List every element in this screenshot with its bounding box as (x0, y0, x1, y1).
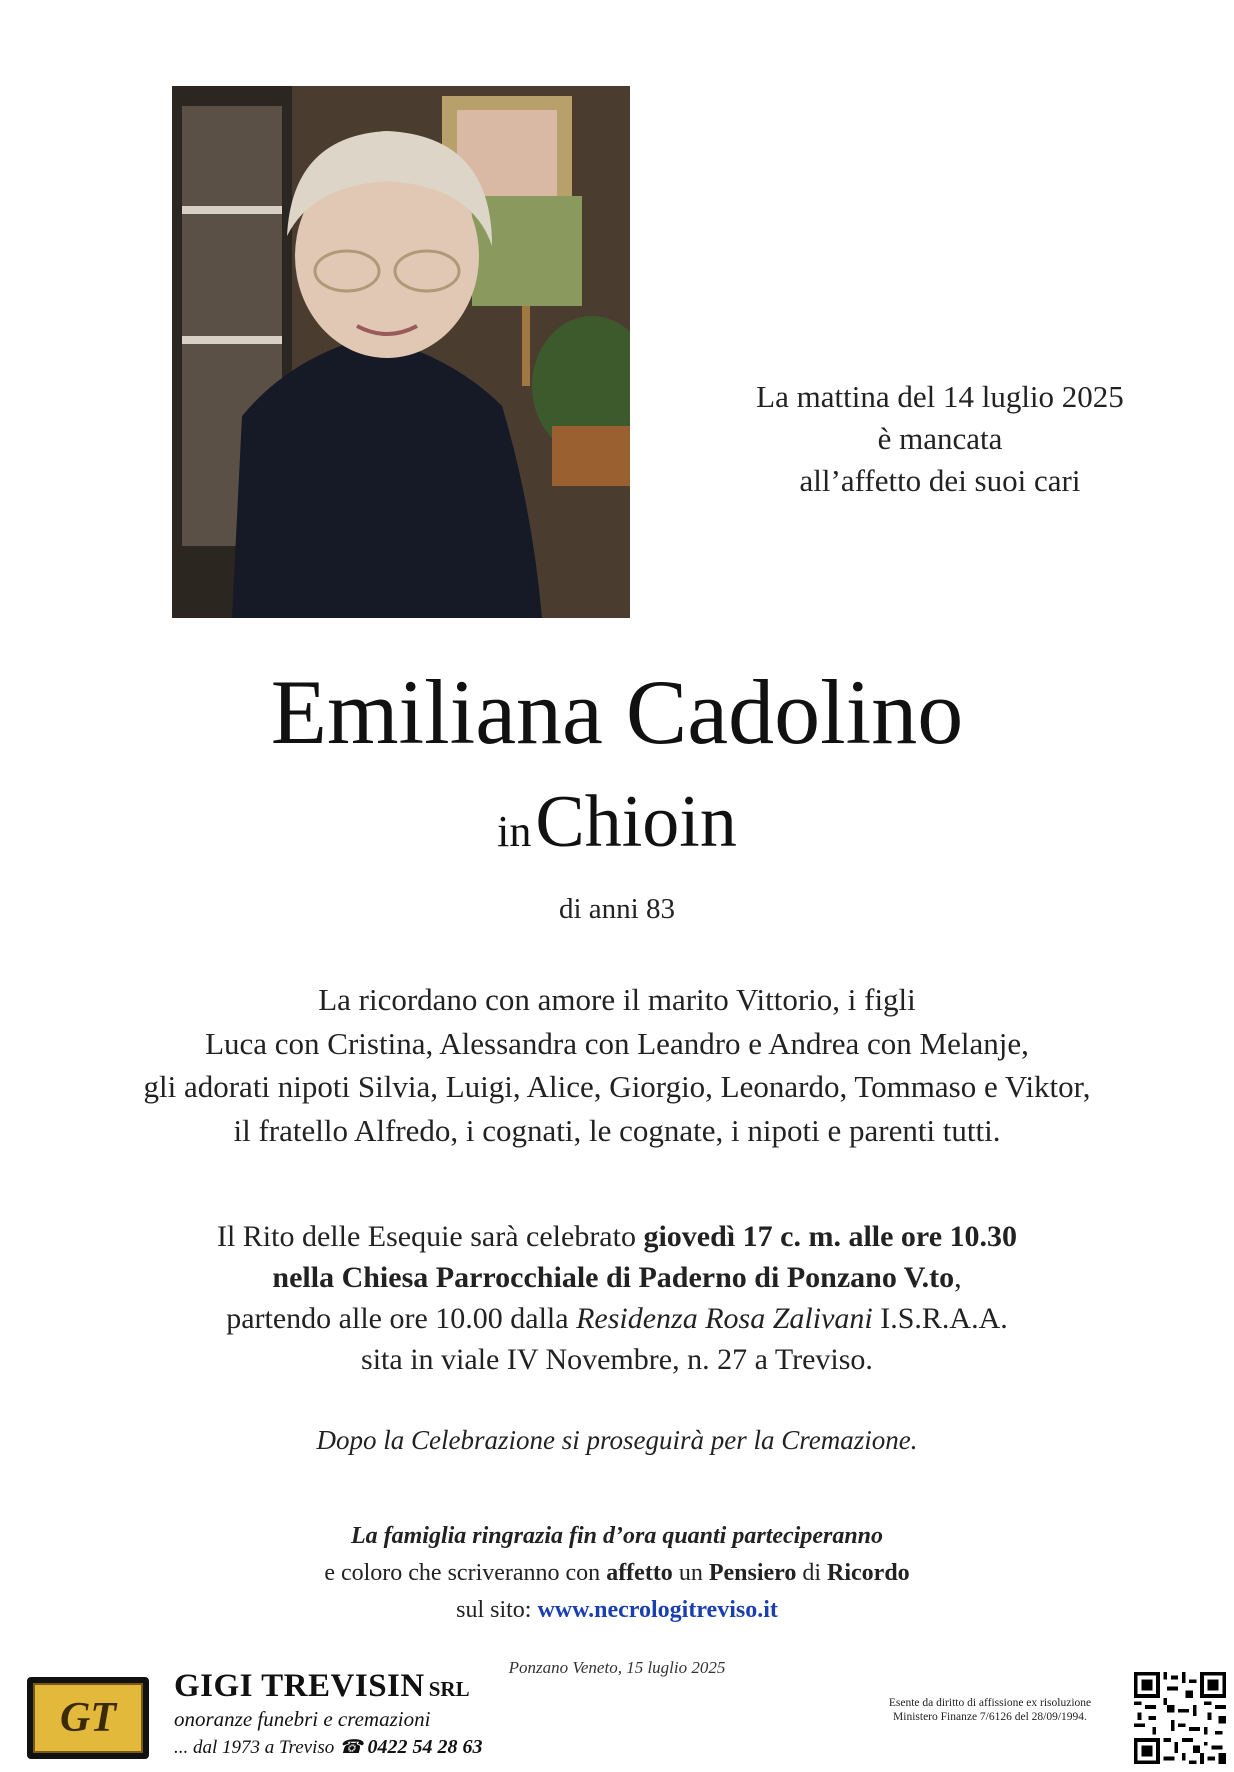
intro-text (690, 376, 1190, 502)
thanks-line-2 (0, 1555, 1234, 1592)
exemption-note (860, 1696, 1120, 1724)
logo-monogram: GT (33, 1683, 143, 1753)
family-line-1: La ricordano con amore il marito Vittorio, i figli (318, 982, 916, 1017)
thanks-text-e: di (796, 1560, 828, 1586)
family-line-2: Luca con Cristina, Alessandra con Leandro e Andrea con Melanje, (205, 1025, 1029, 1061)
rite-line-3 (40, 1298, 1194, 1339)
thanks-text-a: e coloro che scriveranno con (324, 1560, 607, 1586)
rite-departure: partendo alle ore 10.00 dalla (226, 1302, 577, 1335)
married-surname: Chioin (535, 781, 737, 863)
rite-residence: Residenza Rosa Zalivani (576, 1302, 873, 1335)
portrait-illustration (172, 86, 630, 618)
rite-datetime: giovedì 17 c. m. alle ore 10.30 (643, 1220, 1018, 1253)
rite-line-2 (40, 1257, 1194, 1298)
married-prefix: in (497, 807, 532, 856)
qr-code[interactable] (1134, 1672, 1226, 1764)
company-name: GIGI TREVISIN (174, 1668, 425, 1704)
intro-line-3: all’affetto dei suoi cari (799, 463, 1081, 498)
thanks-site-label: sul sito: (456, 1597, 538, 1623)
company-suffix: SRL (428, 1677, 470, 1701)
rite-line-1 (40, 1216, 1194, 1257)
thanks-text-c: un (672, 1560, 709, 1586)
rite-comma: , (954, 1261, 962, 1294)
exemption-line-2: Ministero Finanze 7/6126 del 28/09/1994. (893, 1711, 1087, 1723)
company-info (174, 1668, 482, 1759)
company-since: ... dal 1973 a Treviso (174, 1737, 335, 1758)
company-subtitle: onoranze funebri e cremazioni (174, 1707, 431, 1731)
rite-church: nella Chiesa Parrocchiale di Paderno di Ponzano V.to (272, 1261, 955, 1294)
family-line-3: gli adorati nipoti Silvia, Luigi, Alice, Giorgio, Leonardo, Tommaso e Viktor, (143, 1069, 1091, 1104)
thanks-affetto: affetto (606, 1560, 673, 1586)
cremation-note: Dopo la Celebrazione si proseguirà per la Cremazione. (316, 1425, 918, 1455)
company-since-line (174, 1736, 482, 1759)
thanks-pensiero: Pensiero (708, 1560, 797, 1586)
website-link[interactable]: www.necrologitreviso.it (537, 1597, 778, 1623)
thanks-paragraph (0, 1518, 1234, 1629)
thanks-line-3 (0, 1592, 1234, 1629)
thanks-line-1: La famiglia ringrazia fin d’ora quanti parteciperanno (350, 1523, 884, 1549)
company-logo (27, 1677, 149, 1759)
dateline: Ponzano Veneto, 15 luglio 2025 (508, 1658, 726, 1677)
intro-line-2: è mancata (877, 421, 1003, 456)
family-line-4: il fratello Alfredo, i cognati, le cognate, i nipoti e parenti tutti. (233, 1112, 1001, 1148)
portrait-photo (172, 86, 630, 618)
deceased-name: Emiliana Cadolino (270, 661, 964, 763)
phone-icon: ☎ (339, 1737, 363, 1758)
exemption-line-1: Esente da diritto di affissione ex risoluzione (888, 1697, 1092, 1709)
age-text: di anni 83 (559, 893, 675, 925)
funeral-rite-paragraph (40, 1216, 1194, 1380)
rite-intro: Il Rito delle Esequie sarà celebrato (216, 1220, 644, 1253)
married-name (0, 780, 1234, 865)
thanks-ricordo: Ricordo (827, 1560, 910, 1586)
intro-line-1: La mattina del 14 luglio 2025 (756, 379, 1124, 414)
rite-institution: I.S.R.A.A. (872, 1302, 1008, 1335)
company-phone[interactable]: 0422 54 28 63 (367, 1736, 483, 1758)
rite-line-4: sita in viale IV Novembre, n. 27 a Treviso. (361, 1343, 873, 1376)
family-paragraph (40, 978, 1194, 1152)
